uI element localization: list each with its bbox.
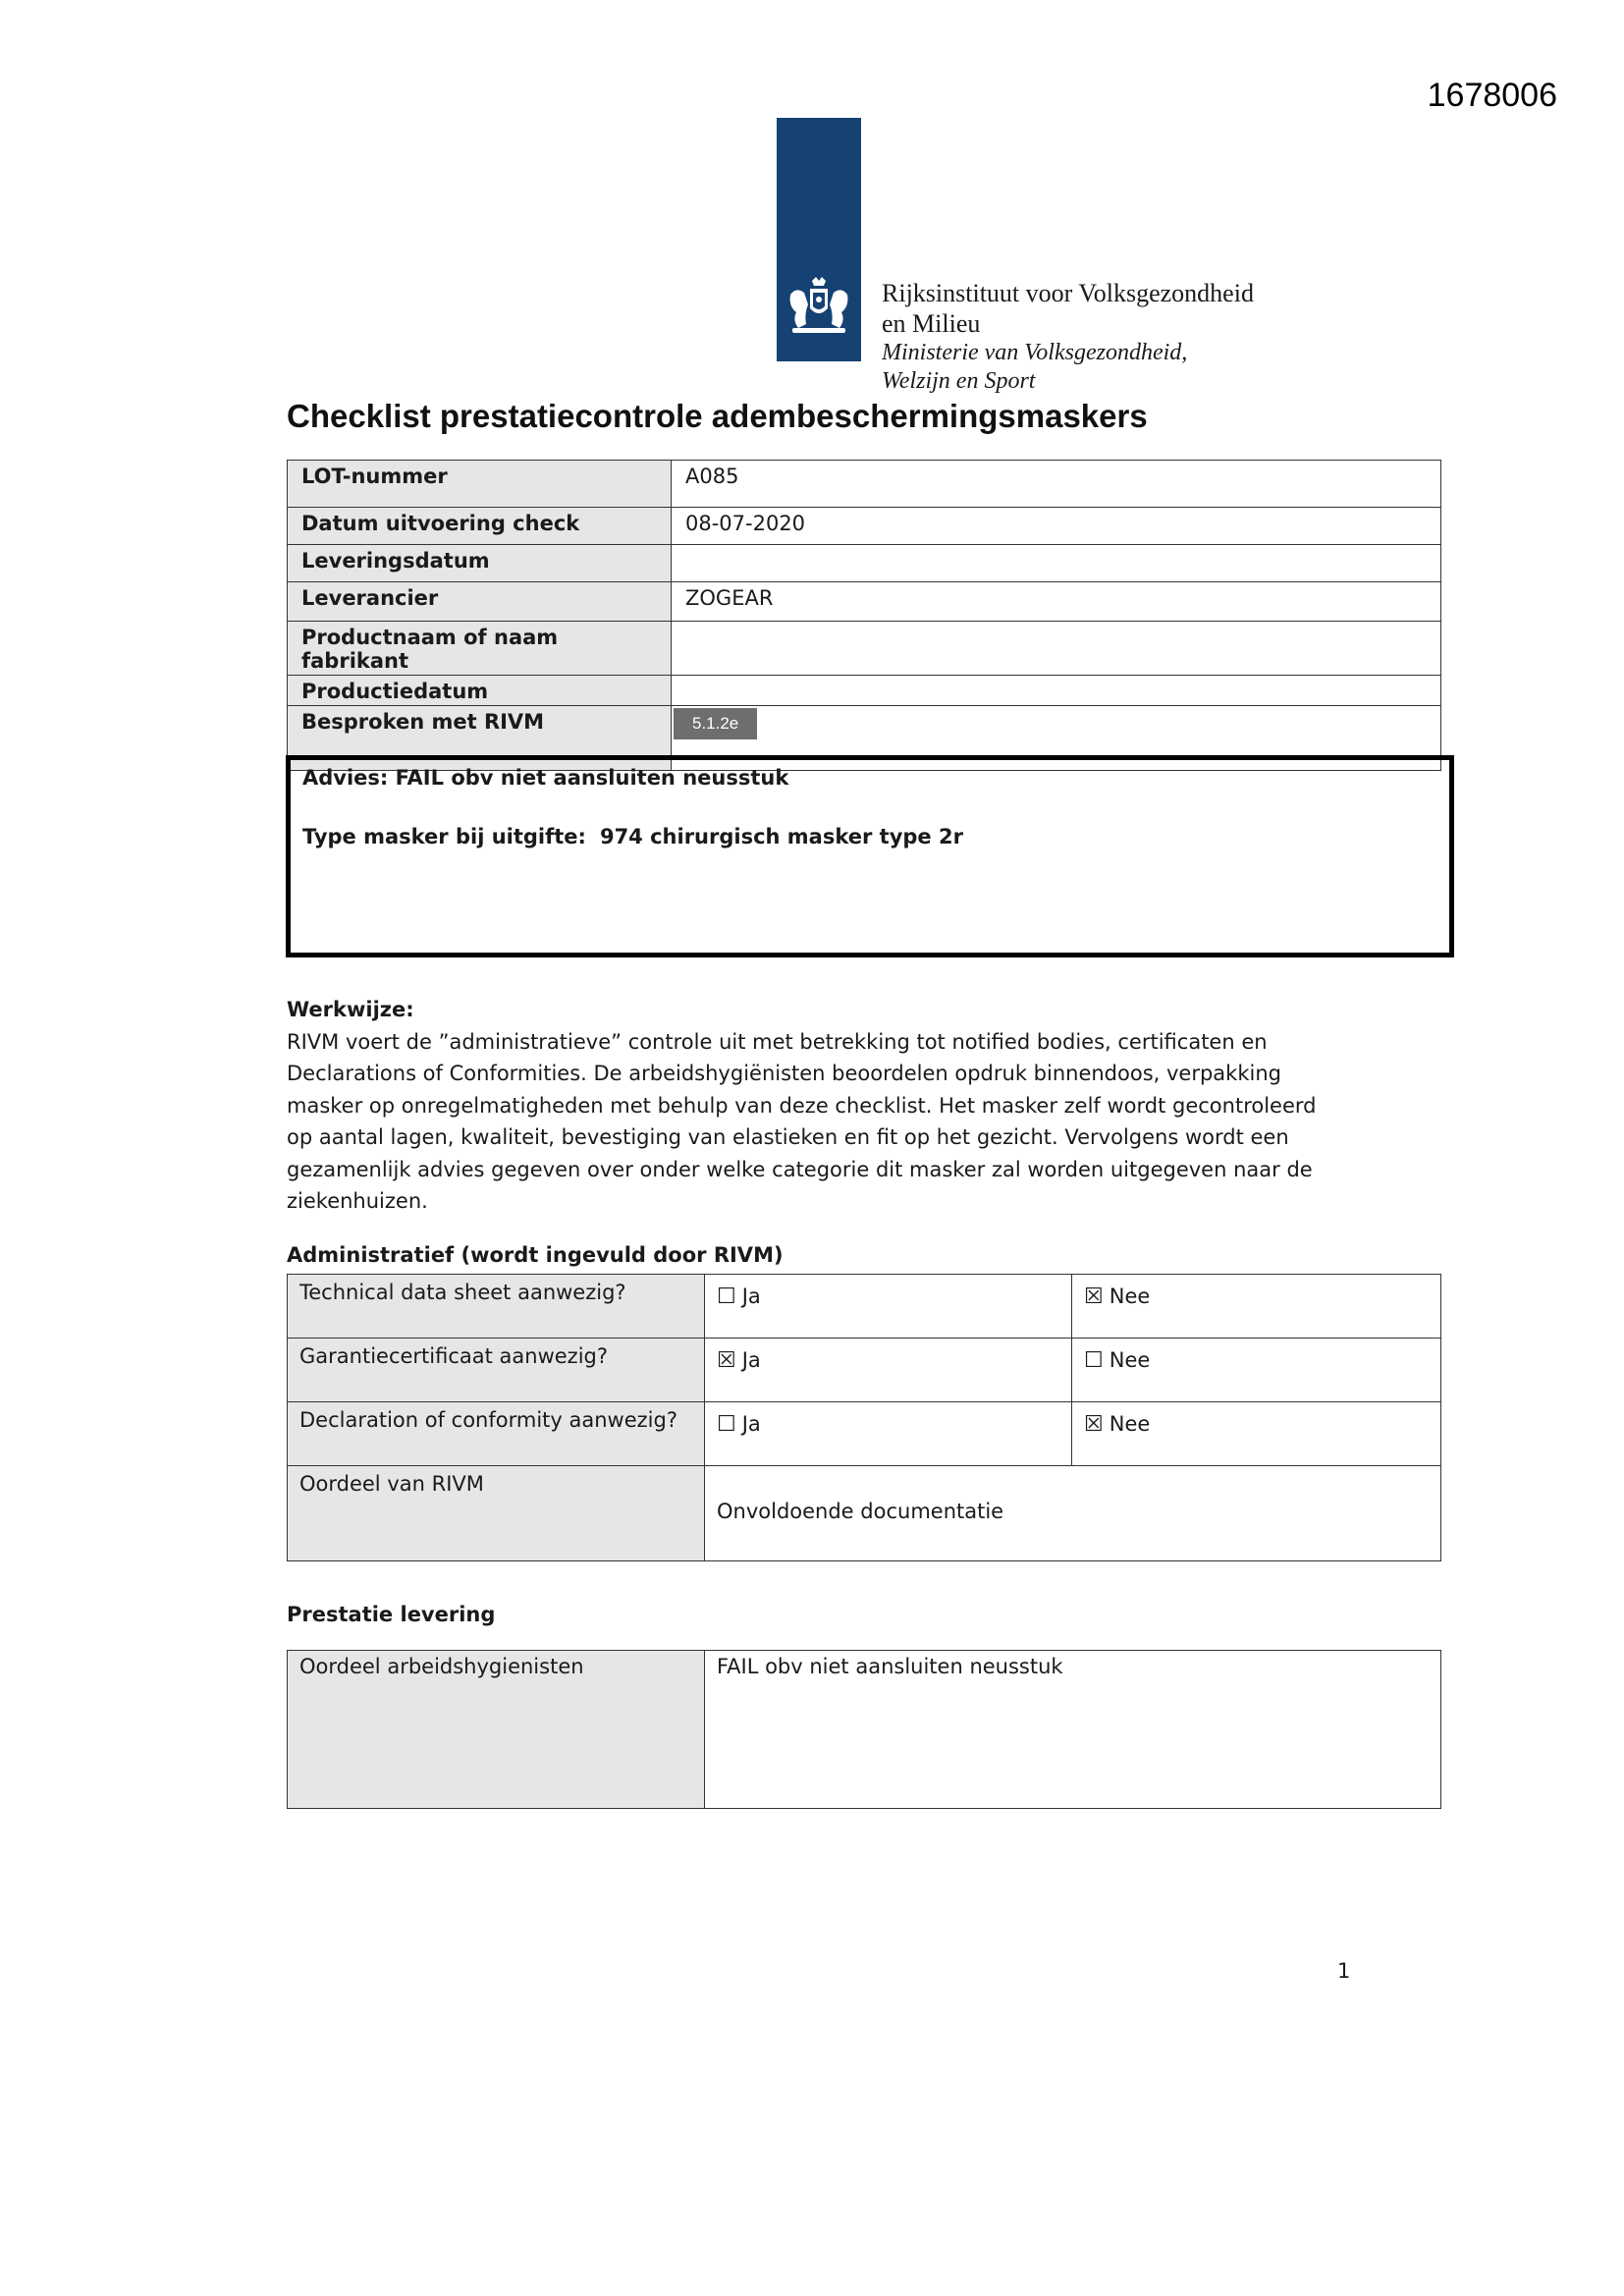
row-label: Besproken met RIVM [288, 706, 672, 771]
table-row [288, 508, 1441, 545]
row-label: Garantiecertificaat aanwezig? [288, 1339, 705, 1402]
option-label: Nee [1109, 1412, 1151, 1436]
row-value [672, 676, 1441, 706]
ministry-line-2: Welzijn en Sport [882, 368, 1036, 394]
table-row [288, 1339, 1441, 1402]
option-ja [705, 1275, 1072, 1339]
row-label: Productnaam of naam fabrikant [288, 622, 672, 676]
redaction-badge: 5.1.2e [674, 708, 757, 739]
prestatie-table [287, 1650, 1441, 1809]
checkbox-icon: ☐ [717, 1412, 736, 1437]
table-row [288, 545, 1441, 582]
row-value: 08-07-2020 [672, 508, 1441, 545]
coat-of-arms-icon [783, 275, 855, 338]
option-label: Ja [741, 1348, 761, 1372]
checkbox-icon: ☒ [1084, 1285, 1104, 1309]
checkbox-icon: ☒ [1084, 1412, 1104, 1437]
option-nee [1072, 1339, 1441, 1402]
row-label: Leverancier [288, 582, 672, 622]
table-row [288, 676, 1441, 706]
table-row [288, 622, 1441, 676]
option-nee [1072, 1275, 1441, 1339]
option-label: Ja [741, 1412, 761, 1436]
lot-info-table [287, 460, 1441, 771]
row-label: Productiedatum [288, 676, 672, 706]
type-masker-value: 974 chirurgisch masker type 2r [599, 825, 963, 848]
table-row [288, 1466, 1441, 1561]
rijksoverheid-logo [777, 118, 861, 361]
checkbox-icon: ☐ [1084, 1348, 1104, 1373]
oordeel-rivm-label: Oordeel van RIVM [288, 1466, 705, 1561]
option-label: Nee [1109, 1348, 1151, 1372]
ministry-line-1: Ministerie van Volksgezondheid, [882, 340, 1188, 365]
checkbox-icon: ☐ [717, 1285, 736, 1309]
option-ja [705, 1402, 1072, 1466]
werkwijze-line: Declarations of Conformities. De arbeidshygiënisten beoordelen opdruk binnendoos, verpakking [287, 1062, 1281, 1085]
organisation-name [882, 278, 1254, 396]
row-value: ZOGEAR [672, 582, 1441, 622]
administratief-heading: Administratief (wordt ingevuld door RIVM) [287, 1243, 784, 1267]
werkwijze-section [287, 994, 1367, 1218]
table-row [288, 582, 1441, 622]
table-row [288, 1651, 1441, 1809]
page-title: Checklist prestatiecontrole adembeschermingsmaskers [287, 398, 1148, 434]
type-masker-label: Type masker bij uitgifte: [302, 825, 586, 848]
werkwijze-line: masker op onregelmatigheden met behulp van deze checklist. Het masker zelf wordt gecontroleerd [287, 1093, 1317, 1118]
option-label: Ja [741, 1285, 761, 1308]
option-nee [1072, 1402, 1441, 1466]
org-line-1: Rijksinstituut voor Volksgezondheid [882, 279, 1254, 307]
option-label: Nee [1109, 1285, 1151, 1308]
org-line-2: en Milieu [882, 309, 981, 338]
document-id: 1678006 [1427, 77, 1557, 114]
page-number: 1 [1337, 1959, 1351, 1983]
oordeel-rivm-value: Onvoldoende documentatie [705, 1466, 1441, 1561]
advies-box [286, 755, 1454, 957]
administratief-table [287, 1274, 1441, 1561]
row-label: Declaration of conformity aanwezig? [288, 1402, 705, 1466]
prestatie-heading: Prestatie levering [287, 1603, 496, 1626]
werkwijze-heading: Werkwijze: [287, 998, 414, 1021]
row-label: Technical data sheet aanwezig? [288, 1275, 705, 1339]
table-row [288, 461, 1441, 508]
table-row [288, 1275, 1441, 1339]
werkwijze-line: RIVM voert de ”administratieve” controle uit met betrekking tot notified bodies, certificaten en [287, 1029, 1268, 1054]
row-value: A085 [672, 461, 1441, 508]
table-row [288, 1402, 1441, 1466]
werkwijze-line: op aantal lagen, kwaliteit, bevestiging van elastieken en fit op het gezicht. Vervolgens wordt een [287, 1125, 1289, 1149]
row-label: LOT-nummer [288, 461, 672, 508]
werkwijze-line: ziekenhuizen. [287, 1189, 428, 1213]
row-value [672, 545, 1441, 582]
row-label: Leveringsdatum [288, 545, 672, 582]
option-ja [705, 1339, 1072, 1402]
oordeel-arbeidshygienisten-label: Oordeel arbeidshygienisten [288, 1651, 705, 1809]
oordeel-arbeidshygienisten-value: FAIL obv niet aansluiten neusstuk [705, 1651, 1441, 1809]
type-masker-line [302, 825, 1449, 848]
advies-line: Advies: FAIL obv niet aansluiten neusstuk [302, 766, 789, 790]
werkwijze-line: gezamenlijk advies gegeven over onder welke categorie dit masker zal worden uitgegeven naar de [287, 1157, 1313, 1181]
checkbox-icon: ☒ [717, 1348, 736, 1373]
row-value [672, 622, 1441, 676]
row-label: Datum uitvoering check [288, 508, 672, 545]
